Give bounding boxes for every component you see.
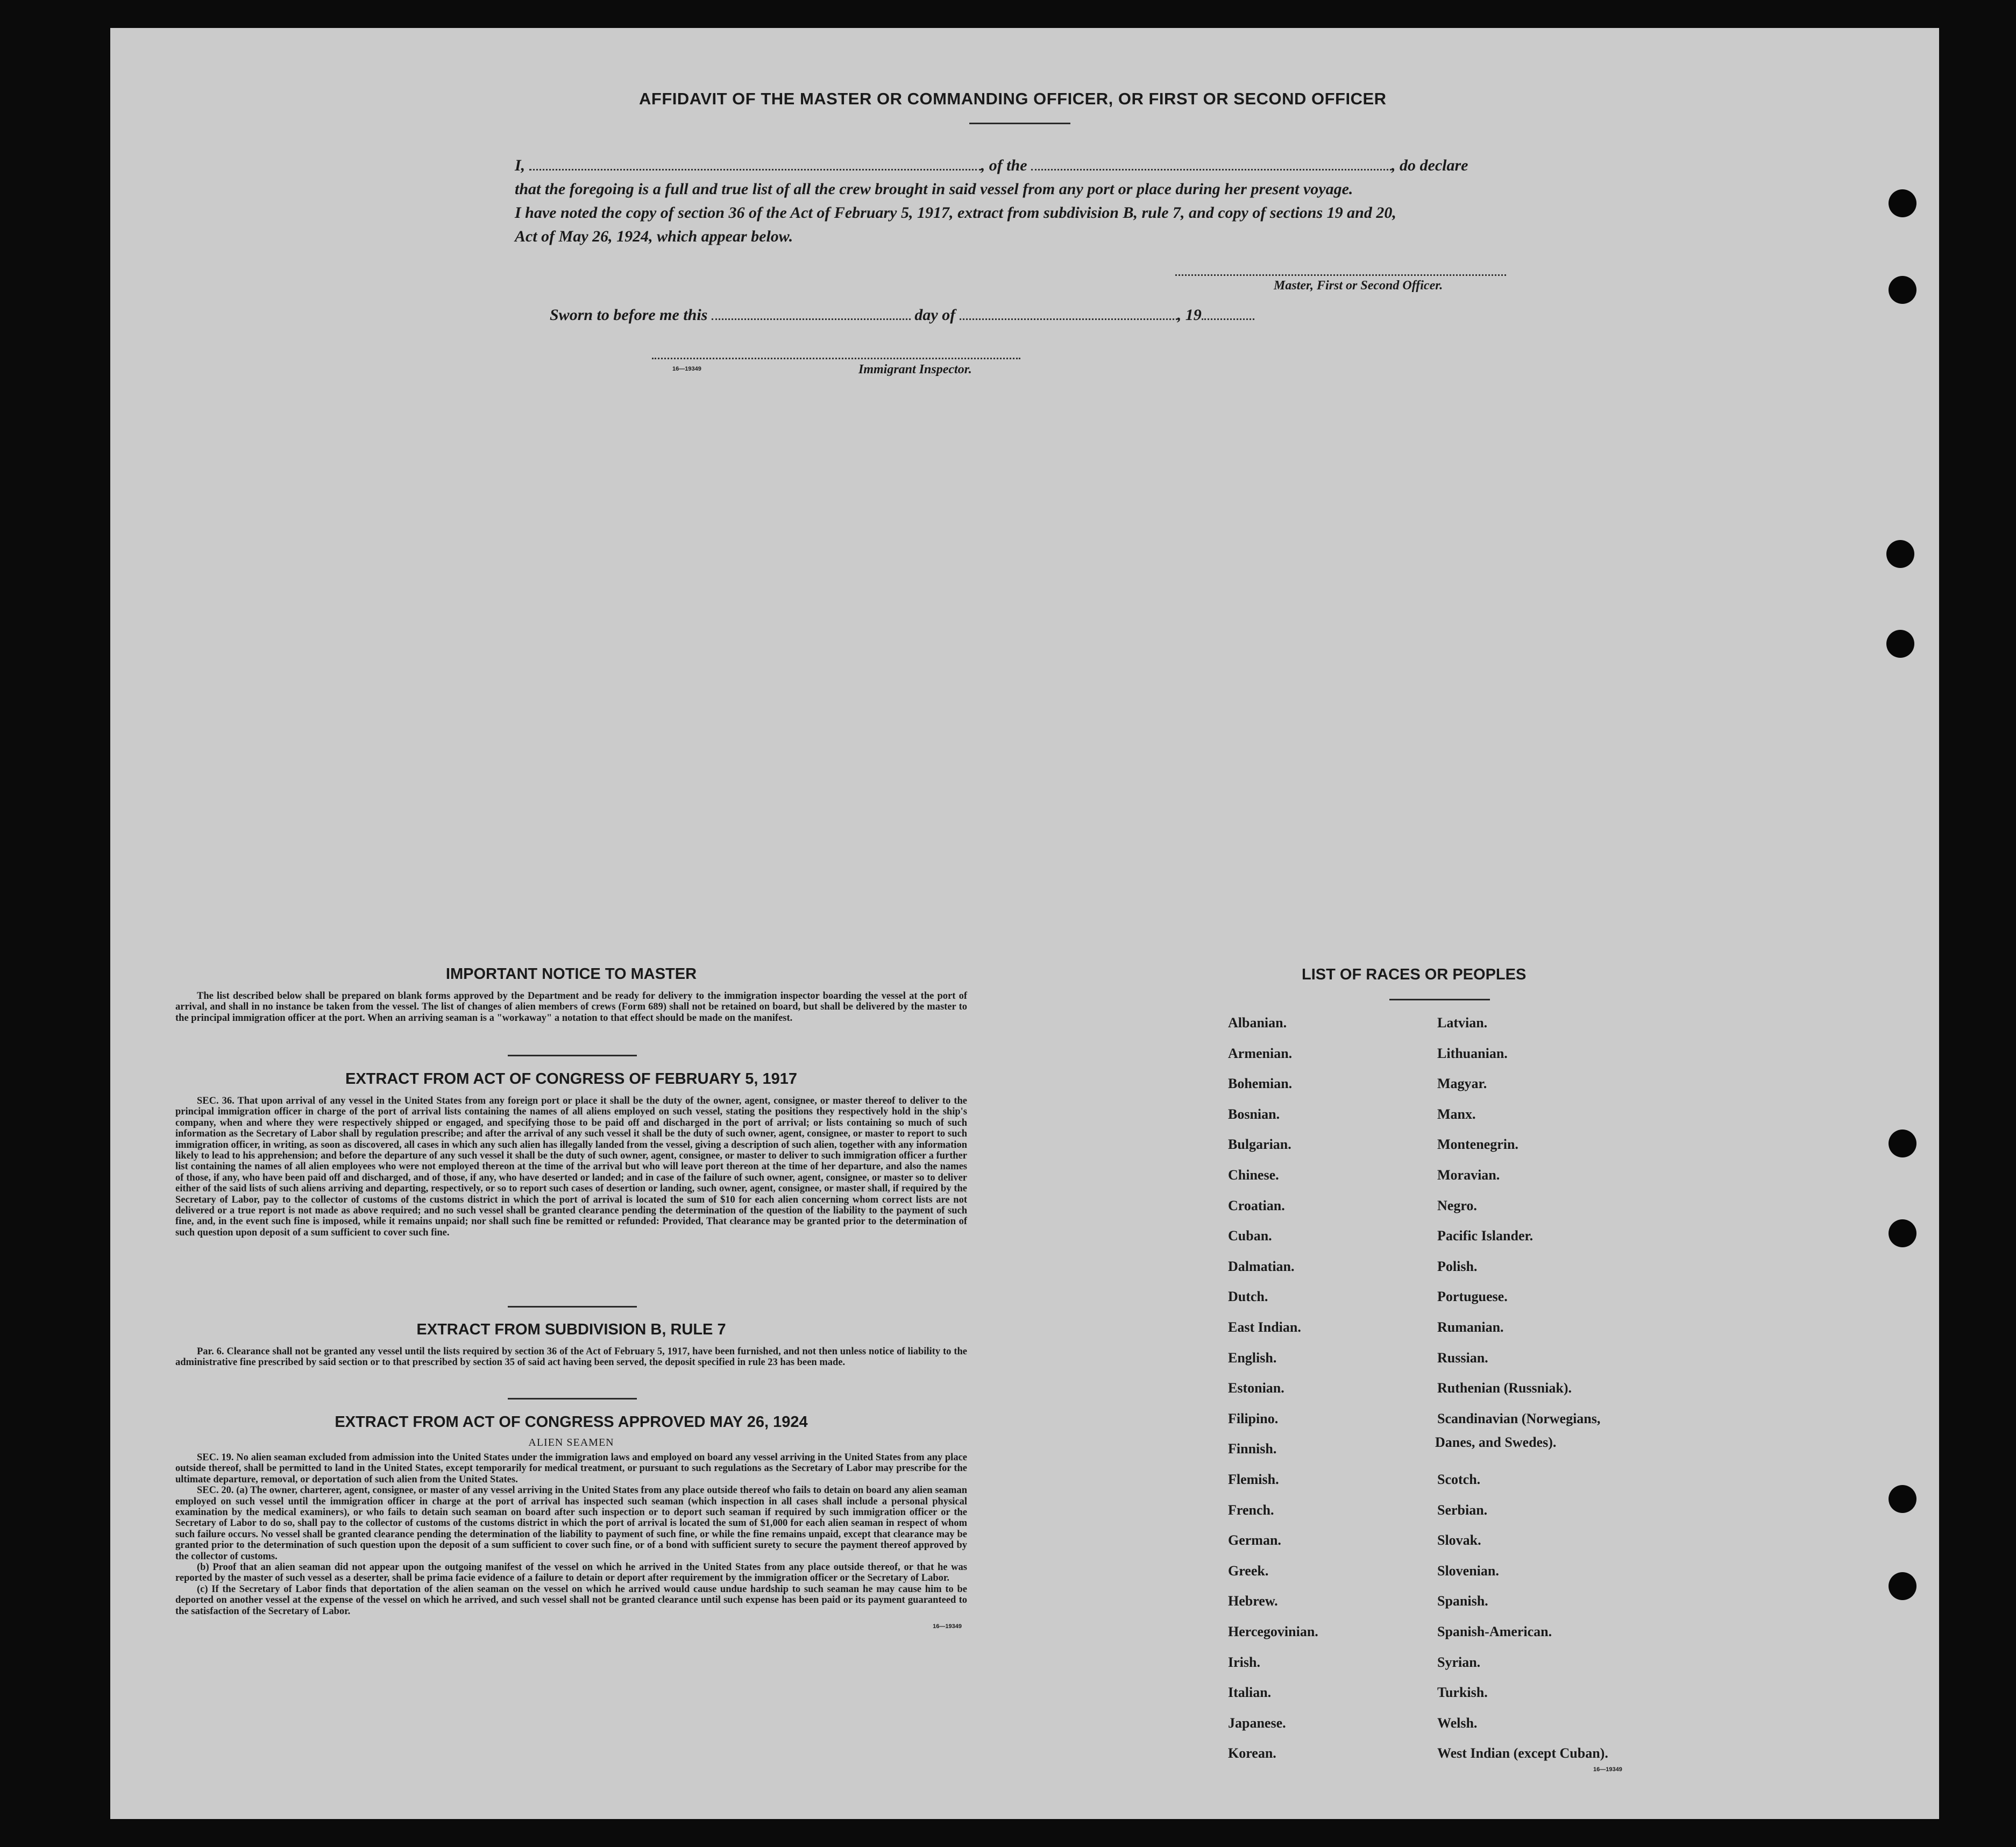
race-item: Italian. (1228, 1685, 1272, 1701)
race-item: Manx. (1437, 1106, 1476, 1122)
race-item: French. (1228, 1502, 1274, 1518)
affidavit-form-number: 16—19349 (672, 366, 701, 372)
race-item: Albanian. (1228, 1015, 1287, 1031)
binder-hole (1889, 1219, 1916, 1247)
binder-hole (1889, 1129, 1916, 1157)
affidavit-declaration (515, 154, 1526, 248)
declaration-line-4: Act of May 26, 1924, which appear below. (515, 228, 793, 245)
alien-seamen-subheading: ALIEN SEAMEN (528, 1437, 614, 1448)
affidavit-title: AFFIDAVIT OF THE MASTER OR COMMANDING OFFICER, OR FIRST OR SECOND OFFICER (639, 89, 1387, 108)
subdivision-section (175, 1321, 967, 1368)
race-item: English. (1228, 1349, 1277, 1366)
declaration-line-3: I have noted the copy of section 36 of the Act of February 5, 1917, extract from subdivision B, rule 7, and copy of sections 19 and 20, (515, 204, 1396, 222)
race-item: German. (1228, 1532, 1281, 1548)
race-item: Spanish. (1437, 1593, 1488, 1609)
inspector-signature-line[interactable] (652, 358, 1020, 359)
race-item: East Indian. (1228, 1319, 1301, 1335)
extract-1917-section (175, 1070, 967, 1238)
race-item: Scandinavian (Norwegians, (1437, 1410, 1601, 1426)
notice-text: The list described below shall be prepared on blank forms approved by the Department and be ready for delivery to the immigration inspector boarding the vessel at the port of arrival, and shall in no instance be taken from the vessel. The list of changes of alien members of crews (Form 689) shall not be retained on board, but shall be delivered by the master to the principal immigration officer at the port. When an arriving seaman is a "workaway" a notation to that effect should be made on the manifest. (175, 991, 967, 1024)
race-item: Latvian. (1437, 1015, 1488, 1031)
race-item: Bohemian. (1228, 1076, 1293, 1092)
race-item: Bosnian. (1228, 1106, 1280, 1122)
declaration-do-declare: , do declare (1392, 157, 1468, 174)
race-item: Polish. (1437, 1258, 1478, 1274)
binder-hole (1889, 189, 1916, 217)
race-item: Spanish-American. (1437, 1624, 1552, 1639)
inspector-label: Immigrant Inspector. (858, 363, 972, 376)
notice-heading: IMPORTANT NOTICE TO MASTER (445, 965, 697, 983)
subdivision-heading: EXTRACT FROM SUBDIVISION B, RULE 7 (416, 1321, 726, 1338)
race-item: Croatian. (1228, 1197, 1285, 1213)
race-item: Irish. (1228, 1654, 1260, 1670)
signature-line[interactable] (1175, 274, 1506, 276)
race-item: Japanese. (1228, 1715, 1286, 1731)
binder-hole (1889, 276, 1916, 304)
races-form-number: 16—19349 (1593, 1766, 1622, 1773)
race-item: Slovak. (1437, 1532, 1481, 1548)
race-item: Welsh. (1437, 1715, 1478, 1731)
race-item: Scotch. (1437, 1472, 1481, 1487)
race-item: Chinese. (1228, 1167, 1279, 1183)
sworn-prefix: Sworn to before me this (550, 306, 708, 324)
sec-20a-text: SEC. 20. (a) The owner, charterer, agent, consignee, or master of any vessel arriving in the United States from any place outside thereof who fails to detain on board any alien seaman employed on such vessel until the immigration officer in charge at the port of arrival has inspected such seaman (which inspection in all cases shall include a personal physical examination by the medical examiners), or who fails to detain such seaman on board after such inspection or to deport such seaman if required by such immigration officer or the Secretary of Labor to do so, shall pay to the collector of customs of the customs district in which the port of arrival is located the sum of $1,000 for each alien seaman in respect of whom such failure occurs. No vessel shall be granted clearance pending the determination of the liability to payment of such fine, or while the fine remains unpaid, except that clearance may be granted prior to the determination of such question upon the deposit of a sum sufficient to cover such fine, or of a bond with sufficient surety to secure the payment thereof approved by the collector of customs. (175, 1485, 967, 1562)
section-rule (508, 1398, 637, 1400)
race-item: Filipino. (1228, 1410, 1279, 1426)
race-item: Slovenian. (1437, 1562, 1499, 1579)
sec-19-text: SEC. 19. No alien seaman excluded from admission into the United States under the immigration laws and employed on board any vessel arriving in the United States from any place outside thereof, shall be permitted to land in the United States, except temporarily for medical treatment, or pursuant to such regulations as the Secretary of Labor may prescribe for the ultimate departure, removal, or deportation of such alien from the United States. (175, 1452, 967, 1485)
extract-form-number: 16—19349 (933, 1623, 962, 1630)
race-item: Syrian. (1437, 1654, 1481, 1670)
sec-20b-text: (b) Proof that an alien seaman did not appear upon the outgoing manifest of the vessel on which he arrived in the United States from any place outside thereof, or that he was reported by the master of such vessel as a deserter, shall be prima facie evidence of a failure to detain or deport after requirement by the immigration officer or the Secretary of Labor. (175, 1562, 967, 1584)
sworn-month-field[interactable] (960, 304, 1177, 320)
race-item: Pacific Islander. (1437, 1228, 1534, 1244)
race-item: Ruthenian (Russniak). (1437, 1380, 1572, 1396)
vessel-field[interactable] (1031, 155, 1392, 171)
race-item: Dalmatian. (1228, 1258, 1295, 1274)
race-item: Turkish. (1437, 1685, 1488, 1701)
race-item: Greek. (1228, 1562, 1269, 1579)
binder-hole (1886, 630, 1914, 658)
race-scandinavian-continued: Danes, and Swedes). (1435, 1434, 1557, 1450)
declaration-i: I, (515, 157, 526, 174)
race-item: Finnish. (1228, 1441, 1277, 1457)
sworn-year-prefix: , 19 (1177, 306, 1202, 324)
race-item: Flemish. (1228, 1472, 1279, 1487)
race-item: Korean. (1228, 1745, 1276, 1761)
section-rule (508, 1055, 637, 1056)
race-item: Dutch. (1228, 1289, 1268, 1305)
race-item: Negro. (1437, 1197, 1477, 1213)
section-rule (508, 1306, 637, 1308)
race-item: Magyar. (1437, 1076, 1487, 1092)
race-item: West Indian (except Cuban). (1437, 1745, 1608, 1761)
sworn-day-field[interactable] (712, 304, 911, 320)
name-field[interactable] (529, 155, 981, 171)
extract-1917-heading: EXTRACT FROM ACT OF CONGRESS OF FEBRUARY 5, 1917 (345, 1070, 798, 1088)
race-item: Rumanian. (1437, 1319, 1504, 1335)
extract-1924-heading: EXTRACT FROM ACT OF CONGRESS APPROVED MAY 26, 1924 (335, 1413, 808, 1431)
title-rule (969, 123, 1070, 124)
race-item: Hercegovinian. (1228, 1624, 1318, 1639)
race-item: Cuban. (1228, 1228, 1272, 1244)
sworn-year-field[interactable] (1202, 304, 1254, 320)
extract-1917-text: SEC. 36. That upon arrival of any vessel in the United States from any foreign port or place it shall be the duty of the owner, agent, consignee, or master thereof to deliver to the principal immigration officer in charge of the port of arrival lists containing the names of all aliens employed on such vessel, stating the positions they respectively hold in the ship's company, when and where they were respectively shipped or engaged, and specifying those to be paid off and discharged in the port of arrival; or lists containing so much of such information as the Secretary of Labor shall by regulation prescribe; and after the arrival of any such vessel it shall be the duty of such owner, agent, consignee, or master to report to such immigration officer, in writing, as soon as discovered, all cases in which any such alien has illegally landed from the vessel, giving a description of such alien, together with any information likely to lead to his apprehension; and before the departure of any such vessel it shall be the duty of such owner, agent, consignee, or master to deliver to such immigration officer a further list containing the names of all alien employees who were not employed thereon at the time of the arrival but who will leave port thereon at the time of her departure, and also the names of those, if any, who have been paid off and discharged, and of those, if any, who have deserted or landed; and in case of the failure of such owner, agent, consignee, or master so to deliver either of the said lists of such aliens arriving and departing, respectively, or so to report such cases of desertion or landing, such owner, agent, consignee, or master shall, if required by the Secretary of Labor, pay to the collector of customs of the customs district in which the port of arrival is located the sum of $10 for each alien concerning whom correct lists are not delivered or a true report is not made as above required; and no such vessel shall be granted clearance pending the determination of the question of the liability to the payment of such fine, and, in the event such fine is imposed, while it remains unpaid; nor shall such fine be remitted or refunded: Provided, That clearance may be granted prior to the determination of such question upon deposit of a sum sufficient to cover such fine. (175, 1096, 967, 1238)
sworn-line (550, 304, 1254, 324)
races-rule (1389, 999, 1490, 1000)
race-item: Moravian. (1437, 1167, 1500, 1183)
extract-1924-section (175, 1413, 967, 1630)
race-item: Hebrew. (1228, 1593, 1278, 1609)
race-item: Serbian. (1437, 1502, 1488, 1518)
declaration-of-the: , of the (981, 157, 1027, 174)
race-item: Lithuanian. (1437, 1045, 1508, 1061)
race-item: Montenegrin. (1437, 1136, 1518, 1153)
race-item: Bulgarian. (1228, 1136, 1291, 1153)
sec-20c-text: (c) If the Secretary of Labor finds that deportation of the alien seaman on the vessel on which he arrived would cause undue hardship to such seaman he may cause him to be deported on another vessel at the expense of the vessel on which he arrived, and such vessel shall not be granted clearance until such expense has been paid or its payment guaranteed to the satisfaction of the Secretary of Labor. (175, 1583, 967, 1617)
signature-label: Master, First or Second Officer. (1274, 279, 1443, 293)
subdivision-text: Par. 6. Clearance shall not be granted any vessel until the lists required by section 36 of the Act of February 5, 1917, have been furnished, and not then unless notice of liability to the administrative fine prescribed by said section or to that prescribed by section 35 of said act having been served, the deposit specified in rule 23 has been made. (175, 1346, 967, 1368)
notice-section (175, 965, 967, 1024)
race-item: Estonian. (1228, 1380, 1284, 1396)
race-item: Armenian. (1228, 1045, 1293, 1061)
binder-hole (1889, 1572, 1916, 1600)
binder-hole (1886, 540, 1914, 568)
declaration-line-2: that the foregoing is a full and true list of all the crew brought in said vessel from any port or place during her present voyage. (515, 180, 1353, 198)
race-item: Russian. (1437, 1349, 1488, 1366)
binder-hole (1889, 1485, 1916, 1513)
sworn-day-of: day of (914, 306, 956, 324)
races-heading: LIST OF RACES OR PEOPLES (1302, 966, 1527, 983)
race-item: Portuguese. (1437, 1289, 1508, 1305)
